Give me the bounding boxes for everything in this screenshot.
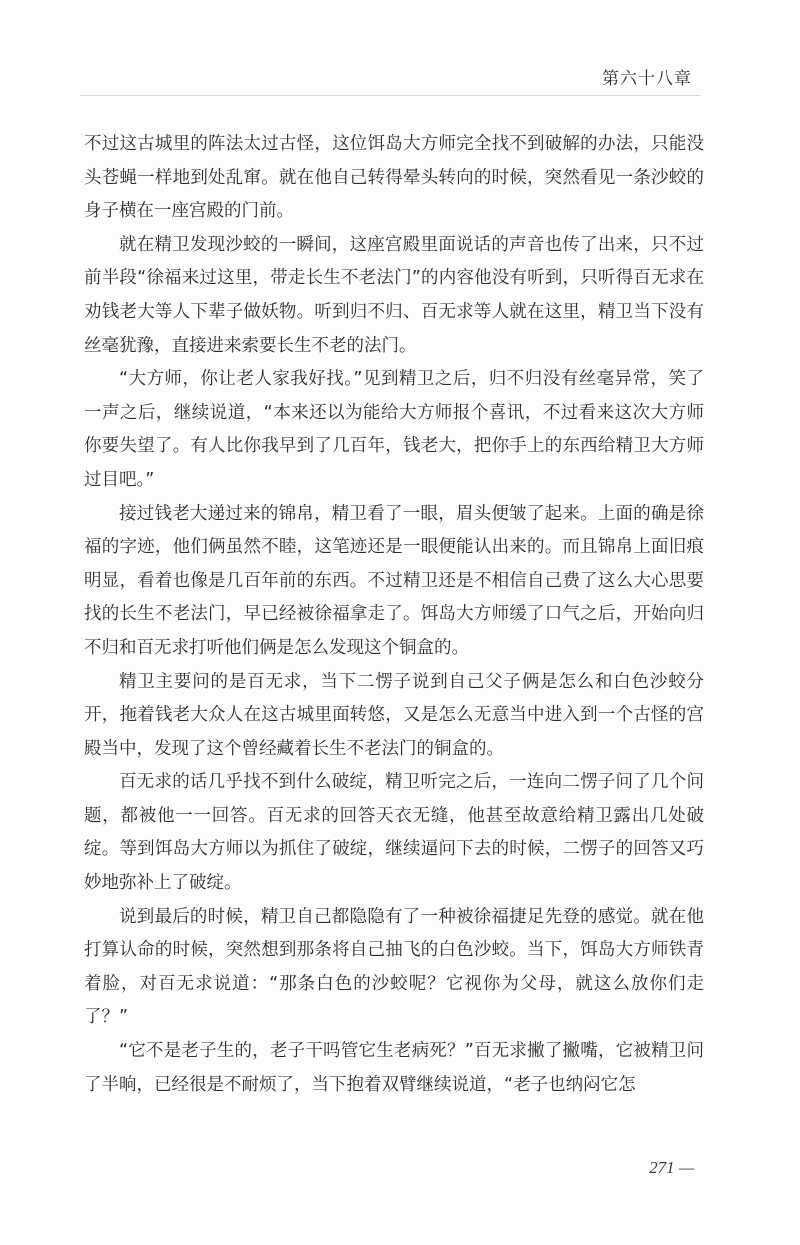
paragraph-8: “它不是老子生的，老子干吗管它生老病死？”百无求撇了撇嘴，它被精卫问了半晌，已经很是不耐烦了，当下抱着双臂继续说道，“老子也纳闷它怎 (84, 1041, 704, 1095)
paragraph-4: 接过钱老大递过来的锦帛，精卫看了一眼，眉头便皱了起来。上面的确是徐福的字迹，他们俩虽然不睦，这笔迹还是一眼便能认出来的。而且锦帛上面旧痕明显，看着也像是几百年前的东西。不过精卫还是不相信自己费了这么大心思要找的长生不老法门，早已经被徐福拿走了。饵岛大方师缓了口气之后，开始向归不归和百无求打听他们俩是怎么发现这个铜盒的。 (84, 503, 704, 658)
paragraph-5: 精卫主要问的是百无求，当下二愣子说到自己父子俩是怎么和白色沙蛟分开，拖着钱老大众人在这古城里面转悠，又是怎么无意当中进入到一个古怪的宫殿当中，发现了这个曾经藏着长生不老法门的铜盒的。 (84, 671, 704, 759)
chapter-title: 第六十八章 (602, 69, 692, 89)
paragraph-1: 不过这古城里的阵法太过古怪，这位饵岛大方师完全找不到破解的办法，只能没头苍蝇一样地到处乱窜。就在他自己转得晕头转向的时候，突然看见一条沙蛟的身子横在一座宫殿的门前。 (84, 134, 704, 222)
page-body (84, 128, 704, 1102)
paragraph-6: 百无求的话几乎找不到什么破绽，精卫听完之后，一连向二愣子问了几个问题，都被他一一回答。百无求的回答天衣无缝，他甚至故意给精卫露出几处破绽。等到饵岛大方师以为抓住了破绽，继续逼问下去的时候，二愣子的回答又巧妙地弥补上了破绽。 (84, 772, 704, 894)
paragraph-7: 说到最后的时候，精卫自己都隐隐有了一种被徐福捷足先登的感觉。就在他打算认命的时候，突然想到那条将自己抽飞的白色沙蛟。当下，饵岛大方师铁青着脸，对百无求说道：“那条白色的沙蛟呢？它视你为父母，就这么放你们走了？” (84, 906, 704, 1028)
paragraph-2: 就在精卫发现沙蛟的一瞬间，这座宫殿里面说话的声音也传了出来，只不过前半段“徐福来过这里，带走长生不老法门”的内容他没有听到，只听得百无求在劝钱老大等人下辈子做妖物。听到归不归、百无求等人就在这里，精卫当下没有丝毫犹豫，直接进来索要长生不老的法门。 (84, 234, 704, 356)
page-number: 271 — (649, 1158, 694, 1177)
header-divider (80, 95, 700, 96)
paragraph-3: “大方师，你让老人家我好找。”见到精卫之后，归不归没有丝毫异常，笑了一声之后，继续说道，“本来还以为能给大方师报个喜讯，不过看来这次大方师你要失望了。有人比你我早到了几百年，钱老大，把你手上的东西给精卫大方师过目吧。” (84, 369, 704, 490)
